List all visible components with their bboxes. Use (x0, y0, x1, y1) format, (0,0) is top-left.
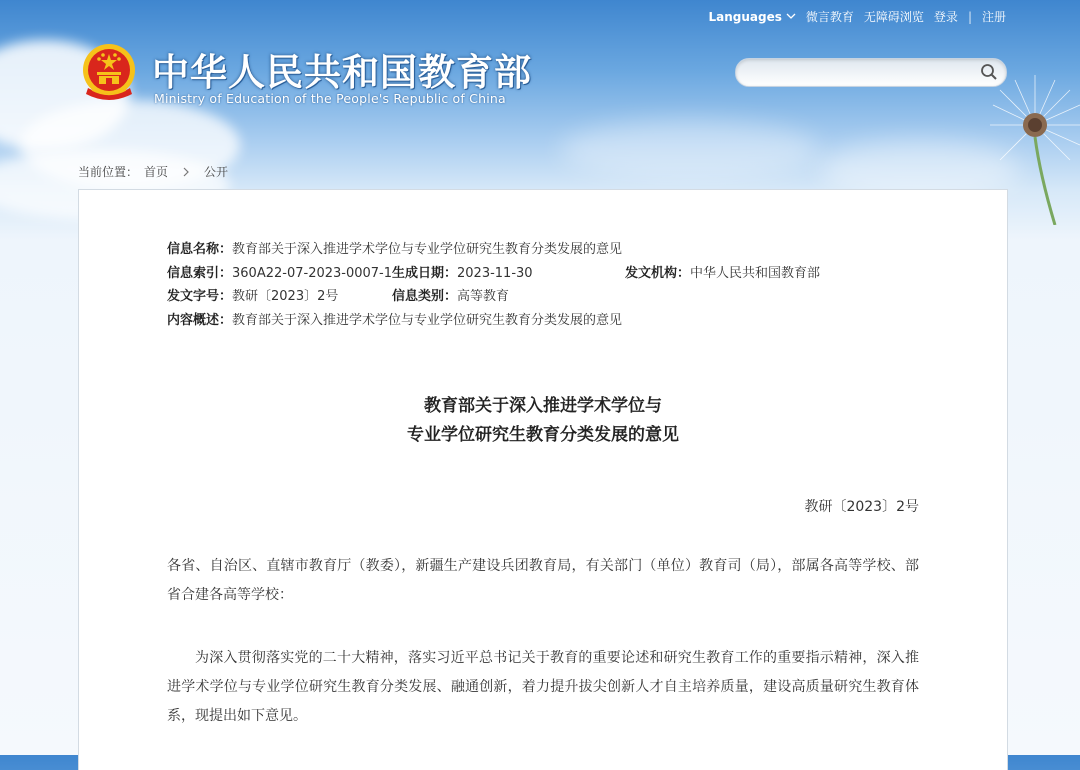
languages-label: Languages (708, 9, 782, 24)
cloud-decoration (560, 120, 820, 180)
breadcrumb-home-link[interactable]: 首页 (144, 165, 169, 179)
breadcrumb-current[interactable]: 公开 (204, 165, 229, 179)
breadcrumb-prefix: 当前位置： (78, 165, 139, 179)
document-metadata (167, 238, 821, 332)
meta-date-label: 生成日期： (392, 265, 458, 281)
meta-name-value: 教育部关于深入推进学术学位与专业学位研究生教育分类发展的意见 (232, 242, 623, 257)
document-addressee: 各省、自治区、直辖市教育厅（教委），新疆生产建设兵团教育局，有关部门（单位）教育司（局），部属各高等学校、部省合建各高等学校： (167, 558, 919, 603)
meta-category-value: 高等教育 (457, 289, 510, 305)
meta-row-name (167, 238, 622, 262)
meta-row-docno (167, 285, 622, 309)
link-separator: | (967, 9, 972, 24)
meta-org-value: 中华人民共和国教育部 (690, 265, 821, 281)
meta-date-value: 2023-11-30 (457, 265, 533, 281)
meta-row-index (167, 262, 821, 286)
meta-category-label: 信息类别： (392, 289, 458, 305)
meta-row-summary (167, 309, 622, 333)
breadcrumb (78, 163, 228, 180)
meta-index-value: 360A22-07-2023-0007-1 (232, 265, 393, 281)
national-emblem-icon[interactable] (80, 42, 138, 106)
document-title-line2: 专业学位研究生教育分类发展的意见 (407, 425, 679, 445)
languages-dropdown[interactable] (709, 10, 796, 24)
meta-docno-value: 教研〔2023〕2号 (232, 289, 339, 305)
meta-summary-value: 教育部关于深入推进学术学位与专业学位研究生教育分类发展的意见 (232, 312, 623, 328)
meta-docno-label: 发文字号： (167, 289, 233, 305)
chevron-down-icon (786, 13, 796, 20)
meta-index-label: 信息索引： (167, 265, 233, 281)
meta-org-label: 发文机构： (625, 265, 691, 281)
document-title (79, 392, 1007, 450)
site-subtitle: Ministry of Education of the People's Republic of China (154, 91, 506, 106)
register-link[interactable]: 注册 (981, 10, 1006, 24)
document-number: 教研〔2023〕2号 (804, 499, 919, 515)
document-title-line1: 教育部关于深入推进学术学位与 (424, 396, 662, 416)
meta-summary-label: 内容概述： (167, 312, 233, 328)
chevron-right-icon (182, 167, 190, 177)
login-link[interactable]: 登录 (933, 10, 958, 24)
document-paragraph: 为深入贯彻落实党的二十大精神，落实习近平总书记关于教育的重要论述和研究生教育工作的重要指示精神，深入推进学术学位与专业学位研究生教育分类发展、融通创新，着力提升拔尖创新人才自主培养质量，建设高质量研究生教育体系，现提出如下意见。 (167, 650, 919, 724)
search-box (735, 58, 1007, 87)
content-panel (78, 189, 1008, 770)
accessible-browse-link[interactable]: 无障碍浏览 (863, 10, 924, 24)
search-input[interactable] (748, 59, 982, 86)
site-title[interactable]: 中华人民共和国教育部 (152, 51, 532, 94)
meta-name-label: 信息名称： (167, 242, 233, 257)
top-links-bar (709, 8, 1007, 25)
weibo-link[interactable]: 微言教育 (805, 10, 854, 24)
